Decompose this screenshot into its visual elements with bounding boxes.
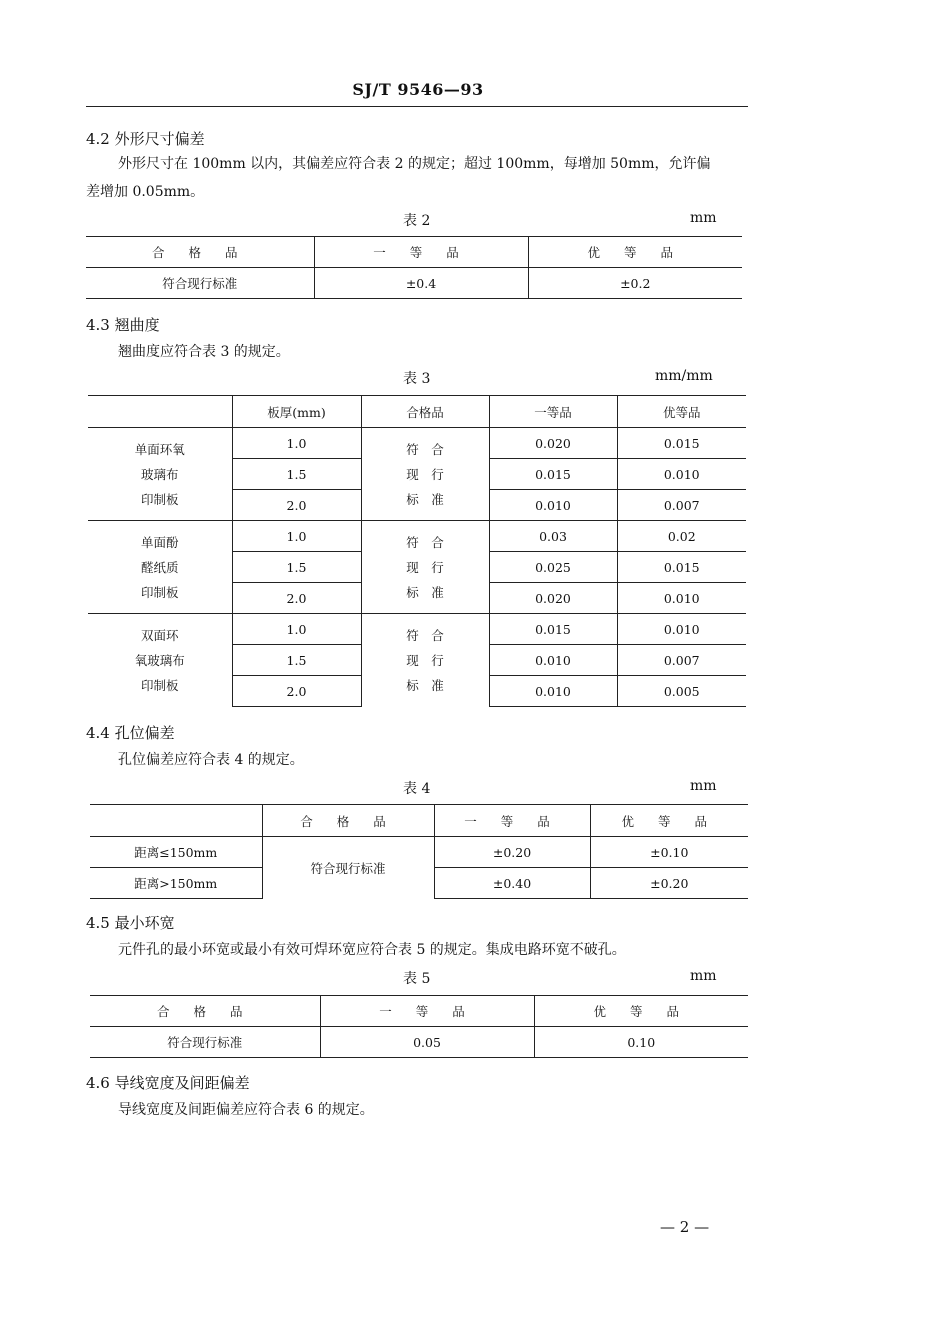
- first-grade-cell: 0.020: [489, 583, 617, 614]
- col-header-superior: 优 等 品: [534, 996, 748, 1027]
- col-header-qualified: 合格品: [361, 396, 489, 428]
- document-code-header: SJ/T 9546—93: [352, 80, 484, 99]
- section-4-2-paragraph: [86, 150, 750, 206]
- col-header-superior: 优等品: [617, 396, 746, 428]
- group-name-double-epoxy: 双面环 氧玻璃布 印制板: [88, 614, 232, 707]
- first-grade-cell: 0.010: [489, 490, 617, 521]
- superior-cell: 0.02: [617, 521, 746, 552]
- cell-superior: 0.10: [534, 1027, 748, 1058]
- group-name-single-phenolic: 单面酚 醛纸质 印制板: [88, 521, 232, 614]
- thickness-cell: 1.5: [232, 459, 361, 490]
- cell-qualified: 符合现行标准: [86, 268, 314, 299]
- col-header-qualified: 合 格 品: [262, 805, 434, 837]
- table-2-unit: mm: [690, 210, 717, 226]
- cell-superior: ±0.2: [528, 268, 742, 299]
- cell-first-grade: ±0.4: [314, 268, 528, 299]
- col-header-first-grade: 一 等 品: [320, 996, 534, 1027]
- superior-cell: 0.007: [617, 645, 746, 676]
- qualified-standard-cell: 符合现行标准: [262, 837, 434, 899]
- first-grade-cell: 0.015: [489, 614, 617, 645]
- table-4-unit: mm: [690, 778, 717, 794]
- section-4-3-heading: 4.3 翘曲度: [86, 316, 160, 334]
- col-header-blank: [90, 805, 262, 837]
- group-name-single-epoxy: 单面环氧 玻璃布 印制板: [88, 428, 232, 521]
- col-header-superior: 优 等 品: [590, 805, 748, 837]
- table-3-unit: mm/mm: [655, 368, 713, 384]
- table-3-caption: 表 3: [403, 371, 431, 387]
- table-3: [88, 395, 746, 707]
- superior-cell: ±0.10: [590, 837, 748, 868]
- col-header-blank: [88, 396, 232, 428]
- first-grade-cell: ±0.40: [434, 868, 590, 899]
- qualified-standard-cell: 符 合 现 行 标 准: [361, 428, 489, 521]
- para-line-2: 差增加 0.05mm。: [86, 184, 205, 200]
- first-grade-cell: 0.020: [489, 428, 617, 459]
- table-4-caption: 表 4: [403, 781, 431, 797]
- qualified-standard-cell: 符 合 现 行 标 准: [361, 614, 489, 707]
- thickness-cell: 1.5: [232, 552, 361, 583]
- col-header-first-grade: 一 等 品: [434, 805, 590, 837]
- superior-cell: 0.005: [617, 676, 746, 707]
- superior-cell: 0.015: [617, 552, 746, 583]
- col-header-thickness: 板厚(mm): [232, 396, 361, 428]
- section-4-2-heading: 4.2 外形尺寸偏差: [86, 130, 205, 148]
- first-grade-cell: ±0.20: [434, 837, 590, 868]
- table-2-caption: 表 2: [403, 213, 431, 229]
- table-5-caption: 表 5: [403, 971, 431, 987]
- page-number: — 2 —: [660, 1218, 710, 1236]
- thickness-cell: 2.0: [232, 676, 361, 707]
- row-label-distance-gt-150: 距离>150mm: [90, 868, 262, 899]
- section-4-5-paragraph: 元件孔的最小环宽或最小有效可焊环宽应符合表 5 的规定。集成电路环宽不破孔。: [118, 942, 626, 958]
- first-grade-cell: 0.015: [489, 459, 617, 490]
- thickness-cell: 1.5: [232, 645, 361, 676]
- table-4: [90, 804, 748, 899]
- section-4-3-paragraph: 翘曲度应符合表 3 的规定。: [118, 344, 290, 360]
- thickness-cell: 1.0: [232, 428, 361, 459]
- section-4-4-heading: 4.4 孔位偏差: [86, 724, 175, 742]
- section-4-6-paragraph: 导线宽度及间距偏差应符合表 6 的规定。: [118, 1102, 374, 1118]
- cell-qualified: 符合现行标准: [90, 1027, 320, 1058]
- thickness-cell: 1.0: [232, 521, 361, 552]
- section-4-6-heading: 4.6 导线宽度及间距偏差: [86, 1074, 250, 1092]
- col-header-first-grade: 一等品: [489, 396, 617, 428]
- para-line-1: 外形尺寸在 100mm 以内，其偏差应符合表 2 的规定；超过 100mm，每增加 50mm，允许偏: [118, 156, 711, 172]
- superior-cell: ±0.20: [590, 868, 748, 899]
- section-4-5-heading: 4.5 最小环宽: [86, 914, 175, 932]
- section-4-4-paragraph: 孔位偏差应符合表 4 的规定。: [118, 752, 304, 768]
- header-rule: [86, 106, 748, 107]
- thickness-cell: 2.0: [232, 583, 361, 614]
- first-grade-cell: 0.010: [489, 676, 617, 707]
- superior-cell: 0.010: [617, 614, 746, 645]
- superior-cell: 0.010: [617, 583, 746, 614]
- table-5-unit: mm: [690, 968, 717, 984]
- table-5: [90, 995, 748, 1058]
- superior-cell: 0.015: [617, 428, 746, 459]
- table-2: [86, 236, 742, 299]
- qualified-standard-cell: 符 合 现 行 标 准: [361, 521, 489, 614]
- thickness-cell: 1.0: [232, 614, 361, 645]
- superior-cell: 0.007: [617, 490, 746, 521]
- row-label-distance-le-150: 距离≤150mm: [90, 837, 262, 868]
- col-header-first-grade: 一 等 品: [314, 237, 528, 268]
- first-grade-cell: 0.025: [489, 552, 617, 583]
- col-header-qualified: 合 格 品: [90, 996, 320, 1027]
- thickness-cell: 2.0: [232, 490, 361, 521]
- first-grade-cell: 0.03: [489, 521, 617, 552]
- first-grade-cell: 0.010: [489, 645, 617, 676]
- superior-cell: 0.010: [617, 459, 746, 490]
- col-header-qualified: 合 格 品: [86, 237, 314, 268]
- cell-first-grade: 0.05: [320, 1027, 534, 1058]
- col-header-superior: 优 等 品: [528, 237, 742, 268]
